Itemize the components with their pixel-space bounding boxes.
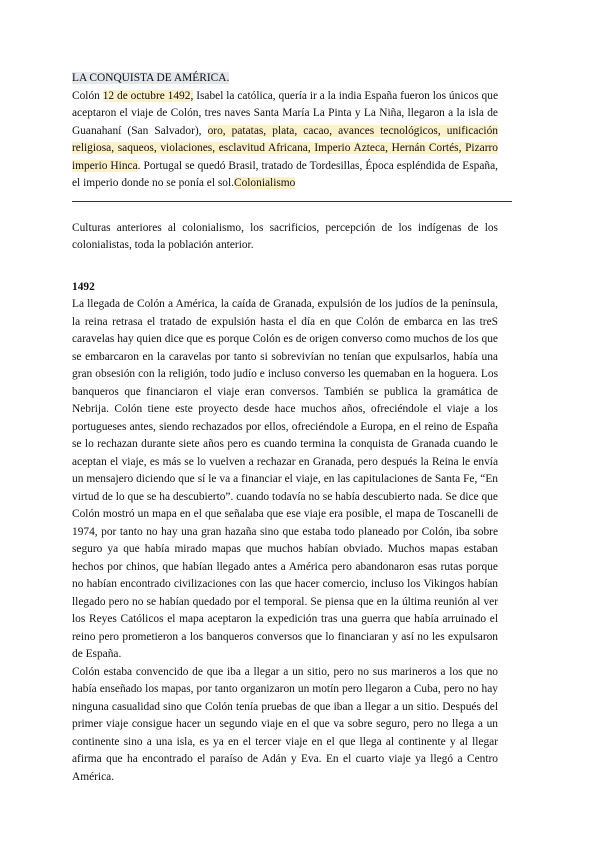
body-paragraph-1: La llegada de Colón a América, la caída de Granada, expulsión de los judíos de la península, la reina retrasa el tratado de expulsión hasta el día en que Colón de embarca en las treS caravelas hay quien dice que es porque Colón es de origen converso como muchos de los que se embarcaron en la caravelas por tanto si sobrevivían no tenían que expulsarlos, había una gran obsesión con la religión, todo judío e incluso converso les quemaban en la hoguera. Los banqueros que financiaron el viaje eran conversos. También se publica la gramática de Nebrija. Colón tiene este proyecto desde hace muchos años, ofreciéndole el viaje a los portugueses antes, siendo rechazados por ellos, ofreciéndole a Europa, en el reino de España se lo rechazan durante siete años pero es cuando termina la conquista de Granada cuando le aceptan el viaje, es más se lo vuelven a rechazar en Granada, pero después la Reina le envía un mensajero diciendo que sí le va a financiar el viaje, en las capitulaciones de Santa Fe, “En virtud de lo que se ha descubierto”. cuando todavía no se había descubierto nada. Se dice que Colón mostró un mapa en el que señalaba que ese viaje era posible, el mapa de Toscanelli de 1974, por tanto no hay una gran hazaña sino que estaba todo planeado por Colón, iba sobre seguro ya que había mirado mapas que muchos habían obviado. Muchos mapas estaban hechos por chinos, que habían llegado antes a América pero abandonaron esas rutas porque no habían encontrado civilizaciones con las que hacer comercio, incluso los Vikingos habían llegado pero no se habían quedado por el temporal. Se piensa que en la última reunión al ver los Reyes Católicos el mapa aceptaron la expedición tras una guerra que había arruinado el reino pero prometieron a los banqueros conversos que lo financiaran y así no les expulsaron de España.: [72, 298, 498, 660]
intro-text-2: Isabel la católica, quería ir a la india España fueron los únicos que aceptaron el viaje de Colón, tres naves Santa María La Pinta y La Niña, llegaron a la isla de Guanahaní (San Salvador),: [72, 89, 498, 137]
document-body: [72, 70, 498, 786]
intro-tag: Colonialismo: [233, 177, 296, 189]
intro-paragraph: [72, 88, 498, 193]
section-heading-1492: 1492: [72, 280, 95, 293]
document-title: [72, 70, 498, 88]
cultures-paragraph: Culturas anteriores al colonialismo, los sacrificios, percepción de los indígenas de los colonialistas, toda la población anterior.: [72, 221, 498, 251]
body-paragraph-2: Colón estaba convencido de que iba a llegar a un sitio, pero no sus marineros a los que no había enseñado los mapas, por tanto organizaron un motín pero llegaron a Cuba, pero no hay ninguna casualidad sino que Colón tenía pruebas de que iban a llegar a un sitio. Después del primer viaje consigue hacer un segundo viaje en el que va sobre seguro, pero no llega a un continente sino a una isla, es ya en el tercer viaje en el que llega al continente y al llegar afirma que ha encontrado el paraíso de Adán y Eva. En el cuarto viaje ya llegó a Centro América.: [72, 665, 498, 783]
intro-date: 12 de octubre 1492,: [102, 89, 194, 102]
intro-text-1: Colón: [72, 89, 103, 102]
horizontal-rule: [72, 201, 512, 202]
title-text: LA CONQUISTA DE AMÉRICA.: [72, 72, 230, 84]
intro-text-3: . Portugal se quedó Brasil, tratado de Tordesillas, Época espléndida de España, el imperio donde no se ponía el sol.: [72, 159, 498, 189]
intro-highlighted-text: oro, patatas, plata, cacao, avances tecnológicos, unificación religiosa, saqueos, violaciones, esclavitud Africana, Imperio Azteca, Hernán Cortés, Pizarro imperio Hinca: [72, 124, 498, 172]
